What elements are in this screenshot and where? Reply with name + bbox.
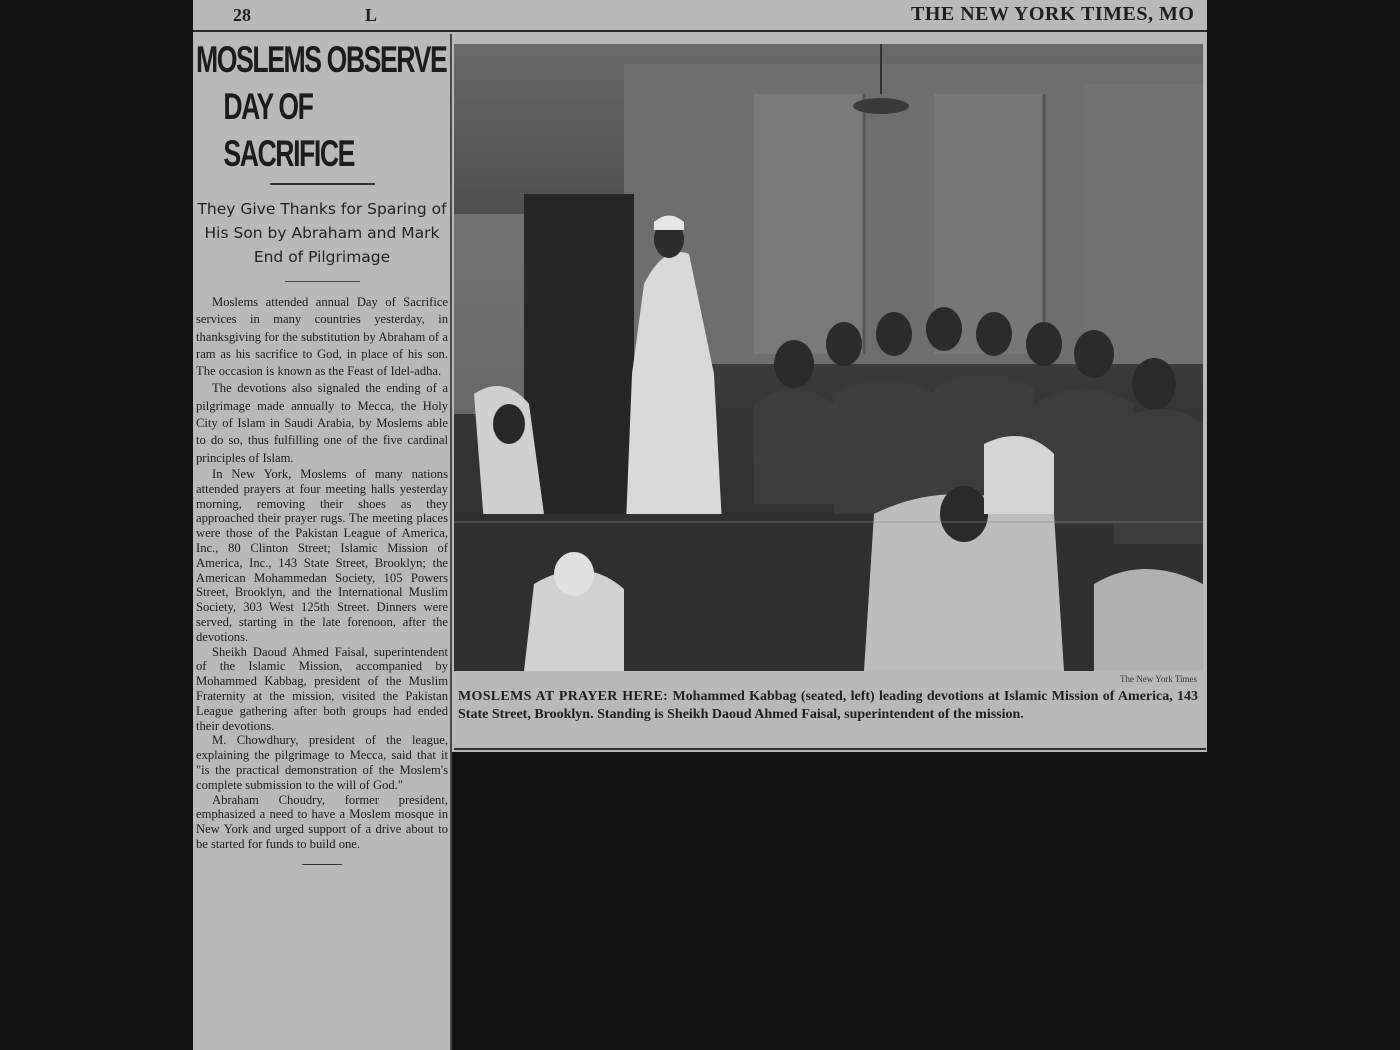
news-photo (454, 44, 1203, 671)
end-rule (302, 864, 342, 865)
photo-credit: The New York Times (1119, 674, 1197, 684)
headline (196, 36, 448, 177)
photo-scene (454, 44, 1203, 671)
headline-line-1: MOSLEMS OBSERVE (196, 39, 447, 80)
edition-mark: L (365, 5, 378, 25)
caption-rule (454, 748, 1206, 750)
article-body (196, 294, 448, 852)
article (196, 36, 448, 865)
masthead (193, 0, 1207, 32)
caption-text: Mohammed Kabbag (seated, left) leading devotions at Islamic Mission of America, 143 State Street, Brooklyn. Standing is Sheikh Daoud Ahmed Faisal, superintendent of the mission. (458, 689, 1199, 722)
paragraph: The devotions also signaled the ending of a pilgrimage made annually to Mecca, the Holy City of Islam in Saudi Arabia, by Moslems able to do so, thus fulfilling one of the five cardinal principles of Islam. (196, 381, 448, 465)
headline-rule (270, 183, 375, 185)
paragraph: Sheikh Daoud Ahmed Faisal, superintendent of the Islamic Mission, accompanied by Mohammed Kabbag, president of the Muslim Fraternity at the mission, visited the Pakistan League gathering after both groups had ended their devotions. (196, 644, 448, 733)
subheadline: They Give Thanks for Sparing of His Son by Abraham and Mark End of Pilgrimage (197, 200, 447, 266)
caption-lead: MOSLEMS AT PRAYER HERE: (458, 689, 669, 704)
column-divider (450, 34, 452, 1050)
paragraph: Abraham Choudry, former president, emphasized a need to have a Moslem mosque in New York and urged support of a drive about to be started for funds to build one. (196, 792, 448, 851)
paragraph: In New York, Moslems of many nations attended prayers at four meeting halls yesterday morning, removing their shoes as they approached their prayer rugs. The meeting places were those of the Pakistan League of America, Inc., 80 Clinton Street; Islamic Mission of America, Inc., 143 State Street, Brooklyn; the American Mohammedan Society, 105 Powers Street, Brooklyn, and the International Muslim Society, 303 West 125th Street. Dinners were served, starting in the late forenoon, after the devotions. (196, 466, 448, 644)
paragraph: M. Chowdhury, president of the league, explaining the pilgrimage to Mecca, said that it "is the practical demonstration of the Moslem's complete submission to the will of God." (196, 733, 448, 792)
headline-line-2: DAY OF SACRIFICE (223, 86, 354, 174)
paragraph: Moslems attended annual Day of Sacrifice services in many countries yesterday, in thanksgiving for the substitution by Abraham of a ram as his sacrifice to God, in place of his son. The occasion is known as the Feast of Idel-adha. (196, 295, 448, 379)
photo-caption (458, 688, 1198, 724)
page-number: 28 (233, 5, 251, 25)
newspaper-name: THE NEW YORK TIMES, MO (911, 3, 1195, 25)
deck-rule (285, 281, 360, 282)
